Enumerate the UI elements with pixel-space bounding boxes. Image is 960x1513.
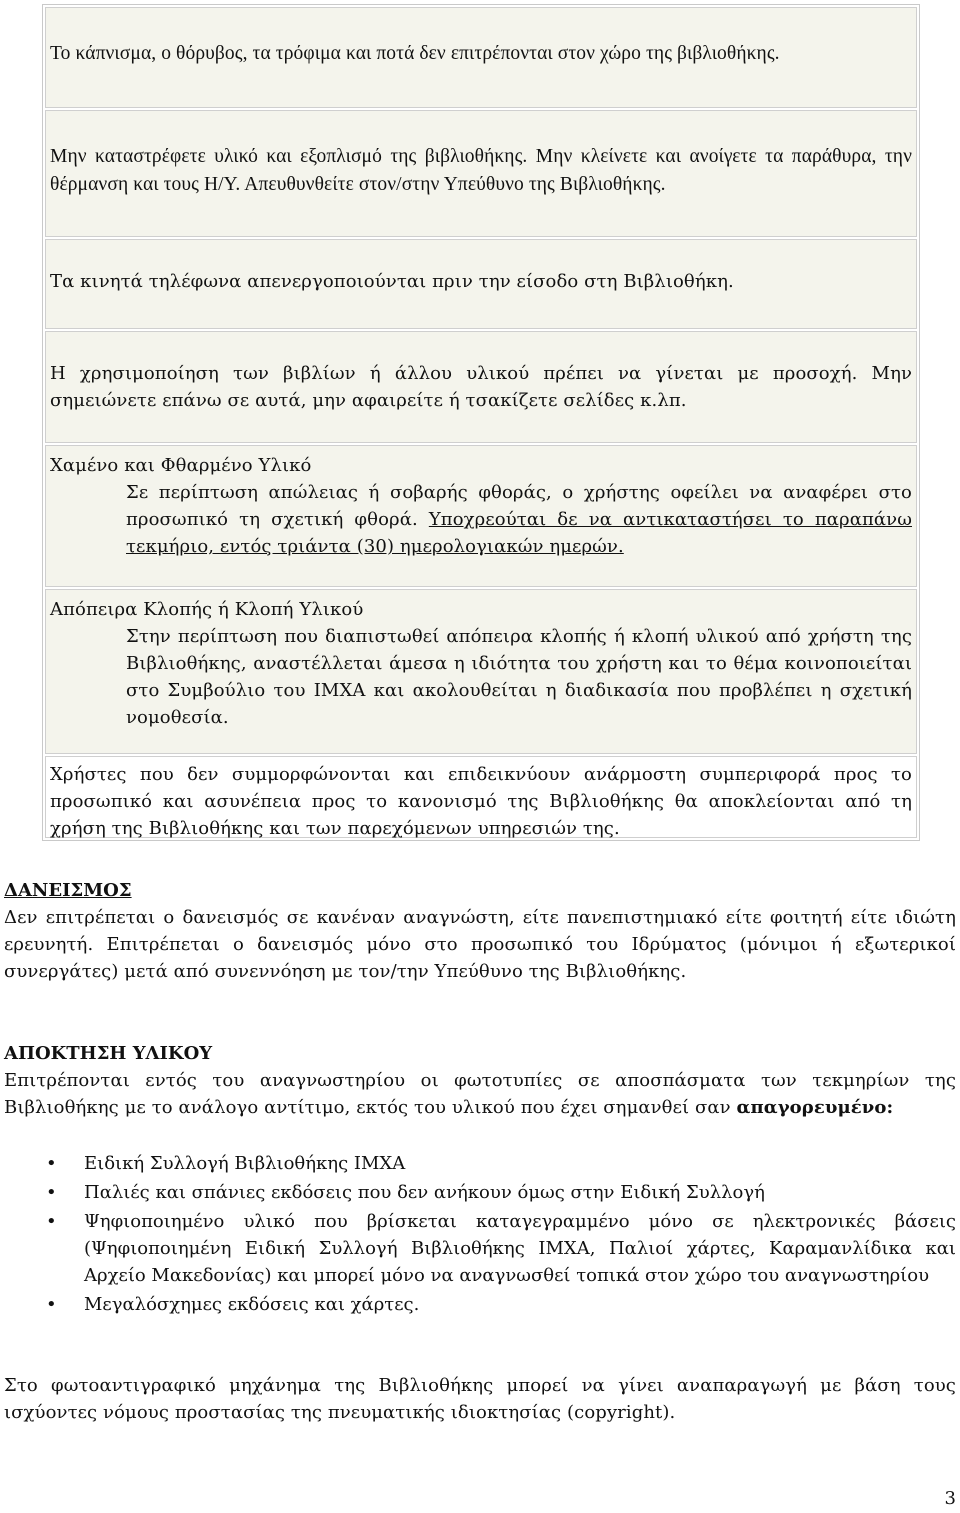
rule-text: Χρήστες που δεν συμμορφώνονται και επιδεικνύουν ανάρμοστη συμπεριφορά προς το προσωπικό και ασυνέπεια προς το κανονισμό της Βιβλιοθήκης θα αποκλείονται από τη χρήση της Βιβλιοθήκης και των παρεχόμενων υπηρεσιών της. [50,764,912,839]
rule-row-conduct [45,756,917,838]
rule-text: Η χρησιμοποίηση των βιβλίων ή άλλου υλικού πρέπει να γίνεται με προσοχή. Μην σημειώνετε επάνω σε αυτά, μην αφαιρείτε ή τσακίζετε σελίδες κ.λπ. [50,363,912,411]
rule-text: Σε περίπτωση απώλειας ή σοβαρής φθοράς, ο χρήστης οφείλει να αναφέρει στο προσωπικό τη σχετική φθορά. Υποχρεούται δε να αντικαταστήσει το παραπάνω τεκμήριο, εντός τριάντα (30) ημερολογιακών ημερών. [126,482,912,557]
list-item: • Παλιές και σπάνιες εκδόσεις που δεν ανήκουν όμως στην Ειδική Συλλογή [4,1179,956,1206]
prohibited-label: απαγορευμένο: [736,1097,894,1118]
page-number: 3 [944,1488,956,1509]
rule-text: Το κάπνισμα, ο θόρυβος, τα τρόφιμα και ποτά δεν επιτρέπονται στον χώρο της βιβλιοθήκης. [50,43,780,64]
rule-row-theft [45,589,917,754]
bullet-icon: • [46,1294,57,1315]
rule-title: Χαμένο και Φθαρμένο Υλικό [50,455,312,476]
acquisition-heading: ΑΠΟΚΤΗΣΗ ΥΛΙΚΟΥ [4,1043,213,1064]
copyright-section [4,1372,956,1426]
loan-text: Δεν επιτρέπεται ο δανεισμός σε κανέναν αναγνώστη, είτε πανεπιστημιακό είτε φοιτητή είτε ιδιώτη ερευνητή. Επιτρέπεται ο δανεισμός μόνο στο προσωπικό του Ιδρύματος (μόνιμοι ή εξωτερικοί συνεργάτες) μετά από συνεννόηση με τον/την Υπεύθυνο της Βιβλιοθήκης. [4,907,956,982]
loan-section [4,877,956,985]
bullet-icon: • [46,1182,57,1203]
rule-row-book-care [45,331,917,443]
underlined-text: Υποχρεούται δε να αντικαταστήσει το παραπάνω τεκμήριο, εντός τριάντα (30) ημερολογιακών ημερών. [126,509,912,557]
rule-text: Μην καταστρέφετε υλικό και εξοπλισμό της βιβλιοθήκης. Μην κλείνετε και ανοίγετε τα παράθυρα, την θέρμανση και τους Η/Υ. Απευθυνθείτε στον/στην Υπεύθυνο της Βιβλιοθήκης. [50,146,912,195]
rule-row-lost-material [45,445,917,587]
prohibited-list [4,1150,956,1320]
acquisition-text: Επιτρέπονται εντός του αναγνωστηρίου οι φωτοτυπίες σε αποσπάσματα των τεκμηρίων της Βιβλιοθήκης με το ανάλογο αντίτιμο, εκτός του υλικού που έχει σημανθεί σαν απαγορευμένο: [4,1070,956,1118]
library-rules-table [42,4,920,841]
rule-row-smoking [45,7,917,108]
bullet-icon: • [46,1211,57,1232]
list-item: • Μεγαλόσχημες εκδόσεις και χάρτες. [4,1291,956,1318]
loan-heading: ΔΑΝΕΙΣΜΟΣ [4,880,132,901]
acquisition-section [4,1040,956,1121]
copyright-text: Στο φωτοαντιγραφικό μηχάνημα της Βιβλιοθήκης μπορεί να γίνει αναπαραγωγή με βάση τους ισχύοντες νόμους προστασίας της πνευματικής ιδιοκτησίας (copyright). [4,1375,956,1423]
bullet-icon: • [46,1153,57,1174]
list-item: • Ειδική Συλλογή Βιβλιοθήκης ΙΜΧΑ [4,1150,956,1177]
rule-title: Απόπειρα Κλοπής ή Κλοπή Υλικού [50,599,364,620]
list-item: • Ψηφιοποιημένο υλικό που βρίσκεται καταγεγραμμένο μόνο σε ηλεκτρονικές βάσεις (Ψηφιοποιημένη Ειδική Συλλογή Βιβλιοθήκης ΙΜΧΑ, Παλιοί χάρτες, Καραμανλίδικα και Αρχείο Μακεδονίας) και μπορεί μόνο να αναγνωσθεί τοπικά στον χώρο του αναγνωστηρίου [4,1208,956,1289]
rule-row-phones [45,239,917,329]
rule-text: Στην περίπτωση που διαπιστωθεί απόπειρα κλοπής ή κλοπή υλικού από χρήστη της Βιβλιοθήκης, αναστέλλεται άμεσα η ιδιότητα του χρήστη και το θέμα κοινοποιείται στο Συμβούλιο του ΙΜΧΑ και ακολουθείται η διαδικασία που προβλέπει η σχετική νομοθεσία. [126,626,912,728]
rule-row-equipment [45,110,917,237]
rule-text: Τα κινητά τηλέφωνα απενεργοποιούνται πριν την είσοδο στη Βιβλιοθήκη. [50,271,734,292]
